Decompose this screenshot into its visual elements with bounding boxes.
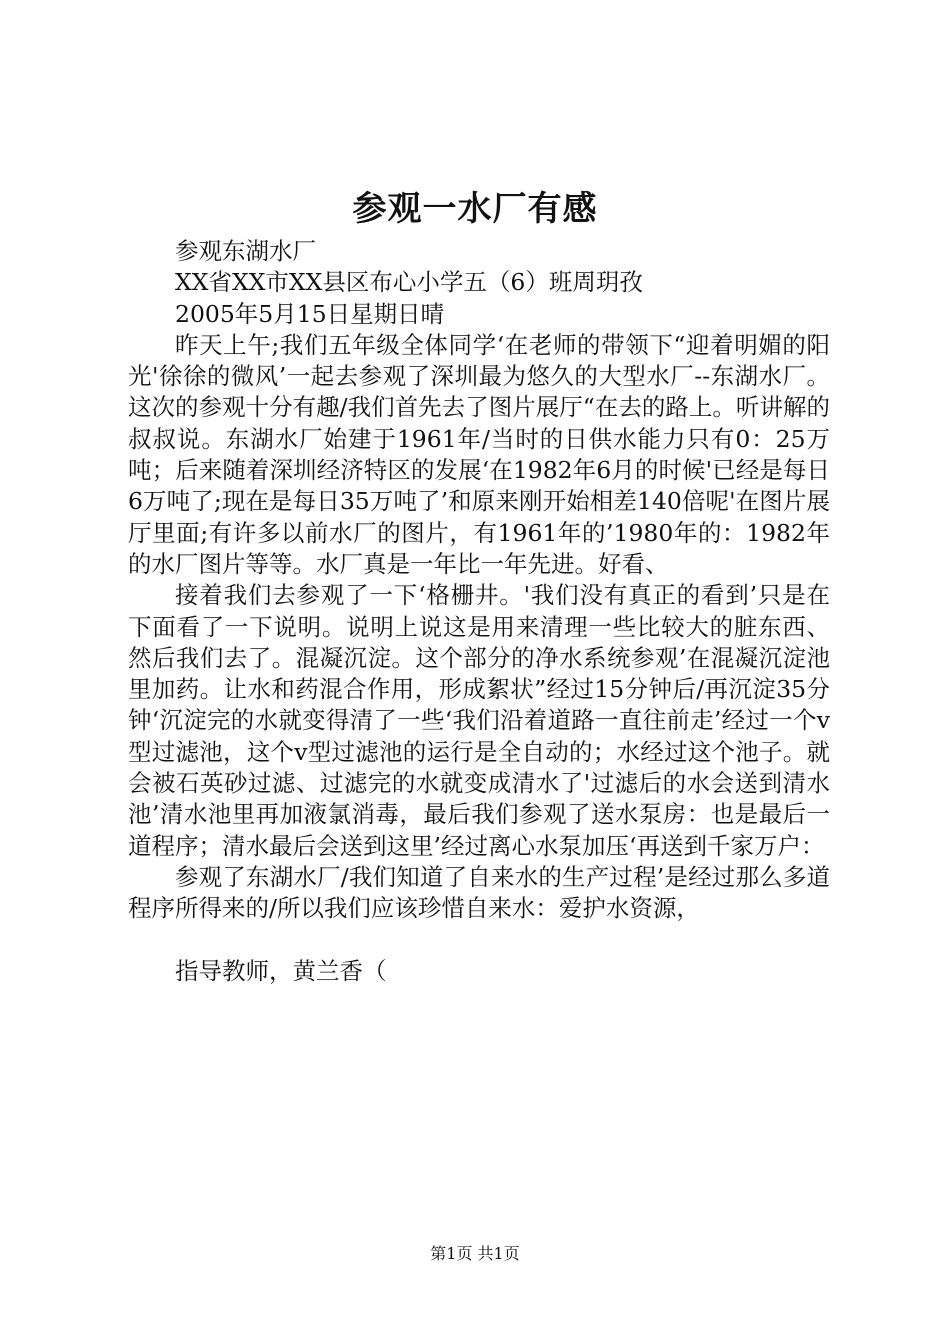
body-paragraph: 接着我们去参观了一下‘格栅井。'我们没有真正的看到’只是在下面看了一下说明。说明上说这是用来清理一些比较大的脏东西、然后我们去了。混凝沉淀。这个部分的净水系统参观’在混凝沉淀池里加药。让水和药混合作用，形成絮状”经过15分钟后/再沉淀35分钟‘沉淀完的水就变得清了一些‘我们沿着道路一直往前走’经过一个v型过滤池，这个v型过滤池的运行是全自动的；水经过这个池子。就会被石英砂过滤、过滤完的水就变成清水了'过滤后的水会送到清水池’清水池里再加液氯消毒，最后我们参观了送水泵房：也是最后一道程序；清水最后会送到这里’经过离心水泵加压‘再送到千家万户： xyxy=(128,581,830,860)
body-paragraph: 昨天上午;我们五年级全体同学‘在老师的带领下“迎着明媚的阳光'徐徐的微风’一起去参观了深圳最为悠久的大型水厂--东湖水厂。这次的参观十分有趣/我们首先去了图片展厅“在去的路上。听讲解的叔叔说。东湖水厂始建于1961年/当时的日供水能力只有0：25万吨；后来随着深圳经济特区的发展‘在1982年6月的时候'已经是每日6万吨了;现在是每日35万吨了’和原来刚开始相差140倍呢'在图片展厅里面;有许多以前水厂的图片，有1961年的’1980年的：1982年的水厂图片等等。水厂真是一年比一年先进。好看、 xyxy=(128,330,830,578)
author-paragraph: XX省XX市XX县区布心小学五（6）班周玥孜 xyxy=(175,268,643,297)
document-body xyxy=(128,236,830,987)
date-paragraph: 2005年5月15日星期日晴 xyxy=(175,299,445,328)
signoff-paragraph: 指导教师，黄兰香（ xyxy=(175,956,387,985)
document-title: 参观一水厂有感 xyxy=(352,189,598,229)
subtitle-paragraph: 参观东湖水厂 xyxy=(175,237,316,265)
page-footer: 第1页 共1页 xyxy=(430,1244,520,1263)
body-paragraph: 参观了东湖水厂/我们知道了自来水的生产过程’是经过那么多道程序所得来的/所以我们应该珍惜自来水：爱护水资源， xyxy=(128,862,830,923)
